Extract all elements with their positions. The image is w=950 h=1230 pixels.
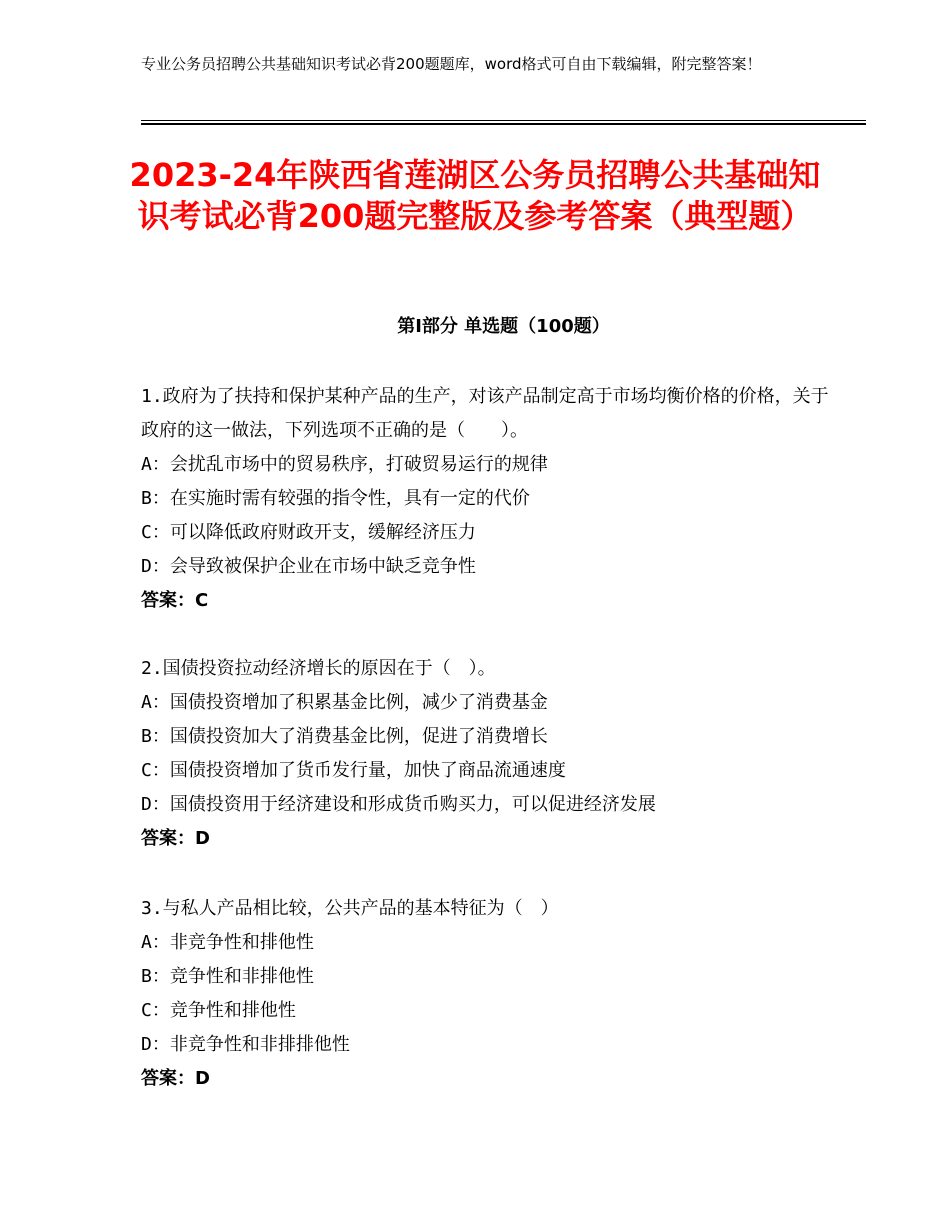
question-stem: 3.与私人产品相比较，公共产品的基本特征为（ ） (141, 898, 559, 919)
option-c: C：可以降低政府财政开支，缓解经济压力 (141, 522, 476, 543)
question-item (141, 380, 841, 618)
section-title: 第Ⅰ部分 单选题（100题） (397, 316, 610, 337)
option-a: A：国债投资增加了积累基金比例，减少了消费基金 (141, 692, 548, 713)
option-b: B：竞争性和非排他性 (141, 966, 314, 987)
header-divider-thin (141, 120, 866, 121)
question-stem: 2.国债投资拉动经济增长的原因在于（ ）。 (141, 658, 496, 679)
document-title: 2023-24年陕西省莲湖区公务员招聘公共基础知识考试必背200题完整版及参考答案（典型题） (129, 156, 821, 235)
question-stem: 1.政府为了扶持和保护某种产品的生产，对该产品制定高于市场均衡价格的价格，关于政府的这一做法，下列选项不正确的是（ ）。 (141, 386, 829, 441)
answer-label: 答案：D (141, 828, 210, 849)
question-item (141, 652, 841, 856)
option-a: A：非竞争性和排他性 (141, 932, 314, 953)
answer-label: 答案：C (141, 590, 209, 611)
page-header-note: 专业公务员招聘公共基础知识考试必背200题题库，word格式可自由下载编辑，附完整答案！ (141, 55, 762, 73)
option-c: C：竞争性和排他性 (141, 1000, 296, 1021)
answer-label: 答案：D (141, 1068, 210, 1089)
option-d: D：国债投资用于经济建设和形成货币购买力，可以促进经济发展 (141, 794, 656, 815)
option-c: C：国债投资增加了货币发行量，加快了商品流通速度 (141, 760, 566, 781)
option-d: D：非竞争性和非排排他性 (141, 1034, 350, 1055)
header-divider-thick (141, 123, 866, 125)
question-item (141, 892, 841, 1096)
option-d: D：会导致被保护企业在市场中缺乏竞争性 (141, 556, 476, 577)
option-a: A：会扰乱市场中的贸易秩序，打破贸易运行的规律 (141, 454, 548, 475)
option-b: B：国债投资加大了消费基金比例，促进了消费增长 (141, 726, 548, 747)
option-b: B：在实施时需有较强的指令性，具有一定的代价 (141, 488, 530, 509)
